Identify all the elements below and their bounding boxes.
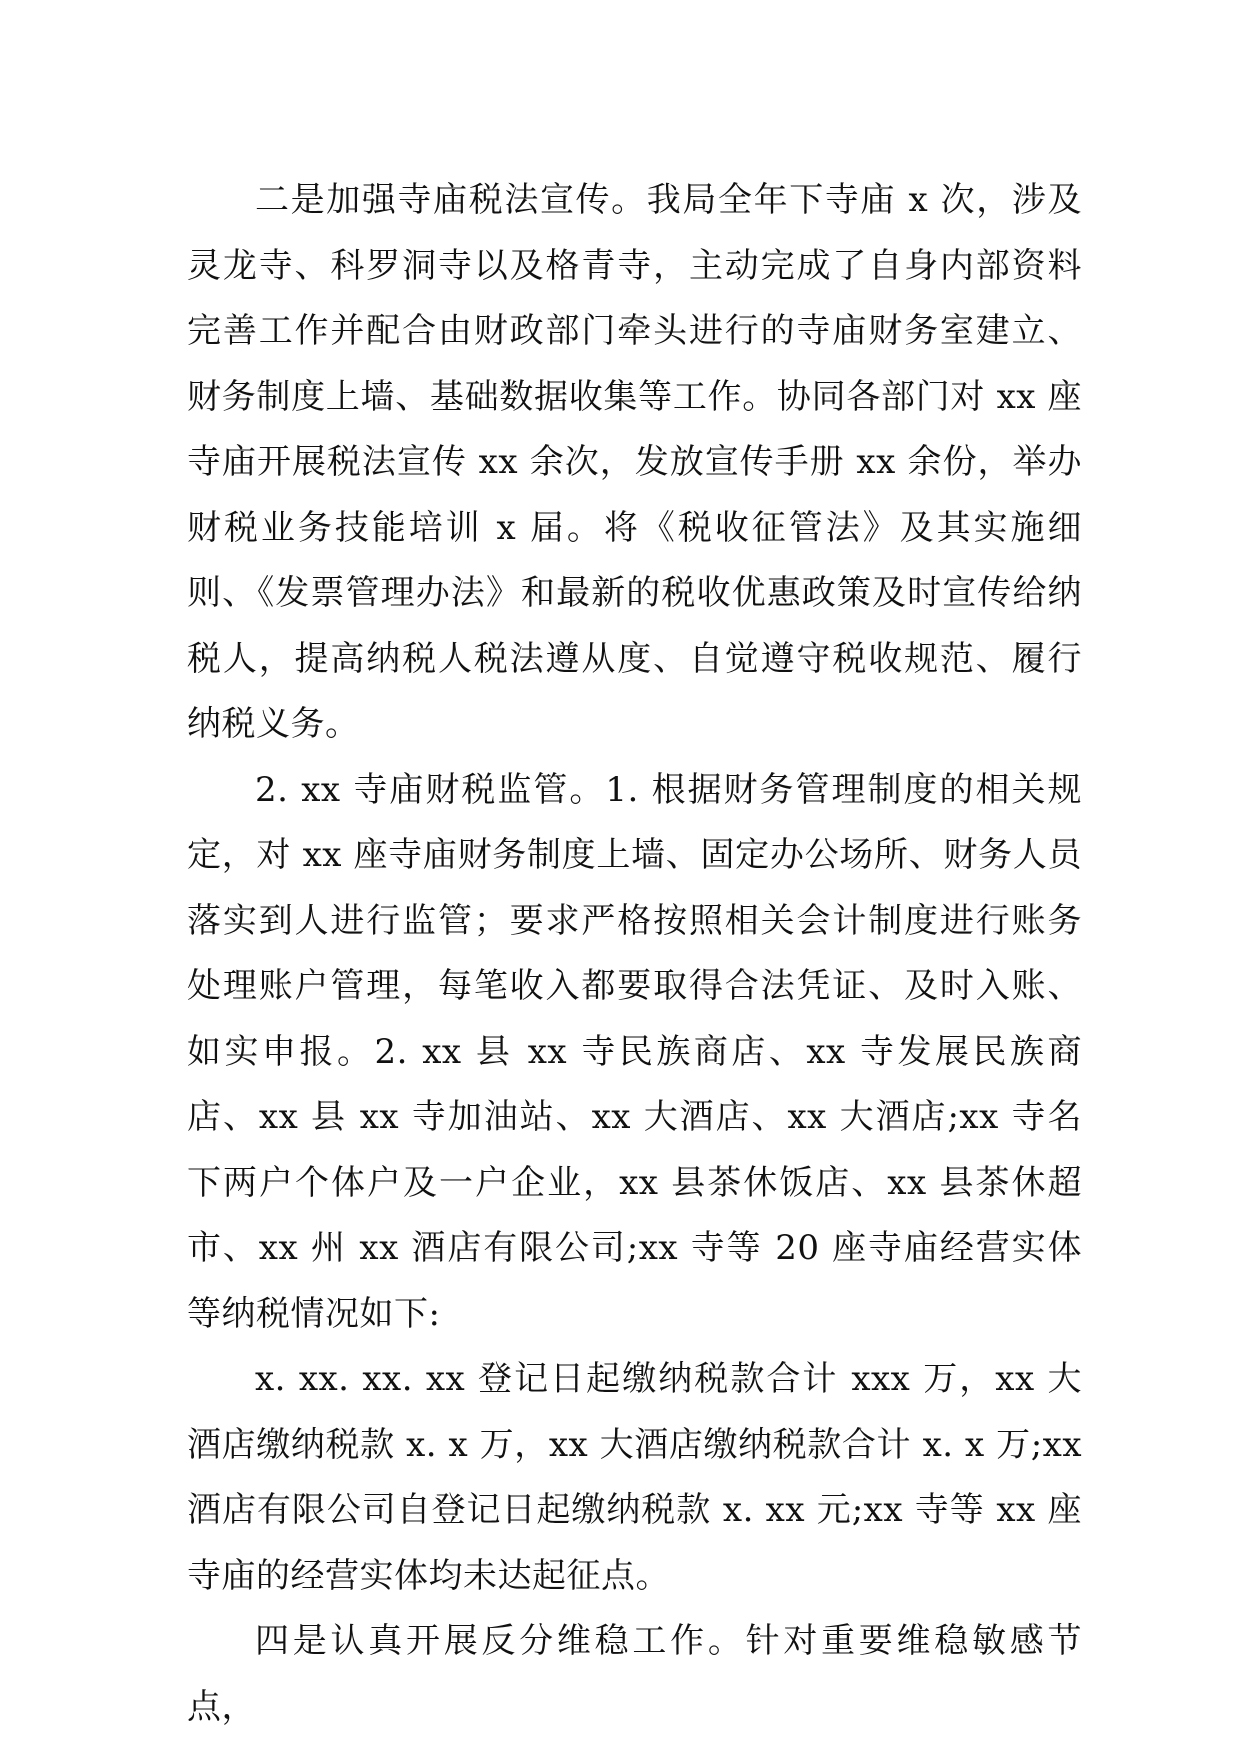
paragraph-stability-work: 四是认真开展反分维稳工作。针对重要维稳敏感节点， — [187, 1621, 1082, 1727]
paragraph-tax-payment-summary: x. xx. xx. xx 登记日起缴纳税款合计 xxx 万，xx 大酒店缴纳税款 x. x 万，xx 大酒店缴纳税款合计 x. x 万;xx 酒店有限公司自登记日起缴纳税款 x. xx 元;xx 寺等 xx 座寺庙的经营实体均未达起征点。 — [187, 1359, 1082, 1596]
document-body — [187, 168, 1082, 1740]
paragraph-temple-finance-supervision: 2. xx 寺庙财税监管。1. 根据财务管理制度的相关规定，对 xx 座寺庙财务制度上墙、固定办公场所、财务人员落实到人进行监管；要求严格按照相关会计制度进行账务处理账户管理，每笔收入都要取得合法凭证、及时入账、如实申报。2. xx 县 xx 寺民族商店、xx 寺发展民族商店、xx 县 xx 寺加油站、xx 大酒店、xx 大酒店;xx 寺名下两户个体户及一户企业，xx 县茶休饭店、xx 县茶休超市、xx 州 xx 酒店有限公司;xx 寺等 20 座寺庙经营实体等纳税情况如下: — [187, 769, 1082, 1334]
paragraph-temple-tax-publicity: 二是加强寺庙税法宣传。我局全年下寺庙 x 次，涉及灵龙寺、科罗洞寺以及格青寺，主动完成了自身内部资料完善工作并配合由财政部门牵头进行的寺庙财务室建立、财务制度上墙、基础数据收集等工作。协同各部门对 xx 座寺庙开展税法宣传 xx 余次，发放宣传手册 xx 余份，举办财税业务技能培训 x 届。将《税收征管法》及其实施细则、《发票管理办法》和最新的税收优惠政策及时宣传给纳税人，提高纳税人税法遵从度、自觉遵守税收规范、履行纳税义务。 — [187, 180, 1082, 744]
